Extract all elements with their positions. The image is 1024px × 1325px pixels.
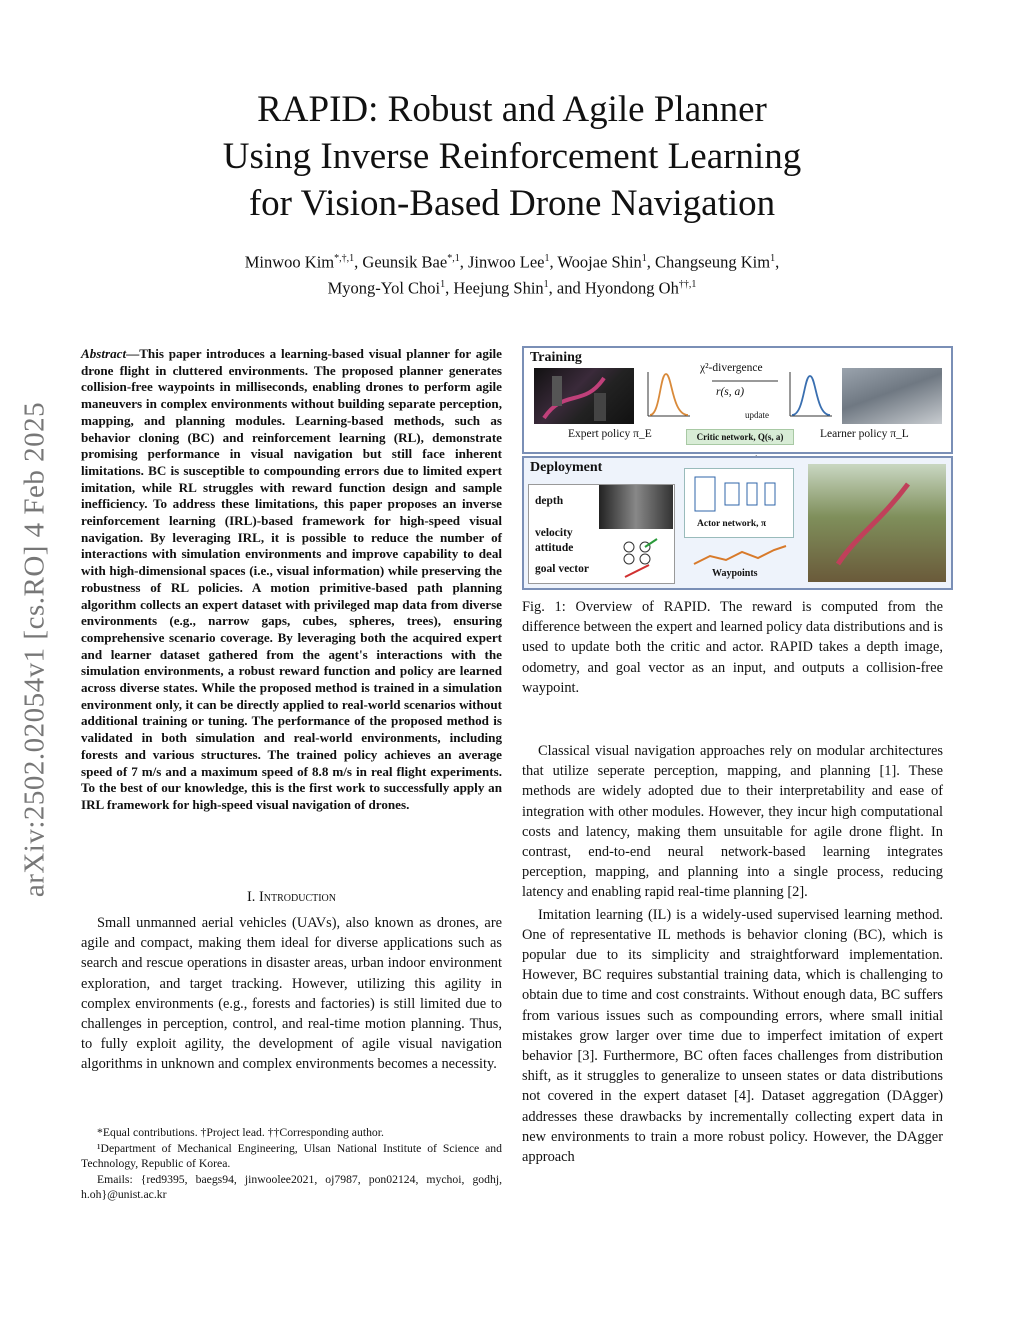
- author: Woojae Shin: [557, 252, 642, 272]
- depth-label: depth: [535, 495, 564, 507]
- title-line: RAPID: Robust and Agile Planner: [257, 89, 767, 130]
- right-column-text: [522, 741, 943, 1167]
- author: Geunsik Bae: [362, 252, 448, 272]
- divergence-label: χ²-divergence: [700, 362, 763, 374]
- waypoints-label: Waypoints: [712, 568, 758, 579]
- attitude-label: attitude: [535, 542, 574, 554]
- real-flight-photo: [808, 464, 946, 582]
- simulation-image: [534, 368, 634, 424]
- reward-label: r(s, a): [716, 386, 745, 398]
- double-arrow-icon: [710, 378, 780, 384]
- waypoints-graphic: [690, 544, 790, 568]
- footnotes: [81, 1125, 502, 1203]
- footnote: *Equal contributions. †Project lead. ††Corresponding author.: [97, 1126, 384, 1139]
- footnote: ¹Department of Mechanical Engineering, Ulsan National Institute of Science and Technology, Republic of Korea.: [81, 1141, 502, 1170]
- input-box: [528, 484, 675, 584]
- figure-caption: Fig. 1: Overview of RAPID. The reward is computed from the difference between the expert and learned policy data distributions and is used to update both the critic and actor. RAPID takes a depth image, odometry, and goal vector as an input, and outputs a collision-free waypoint.: [522, 599, 943, 696]
- deployment-panel: [522, 456, 953, 590]
- author: Hyondong Oh: [584, 278, 679, 297]
- author: Myong-Yol Choi: [327, 278, 441, 297]
- learner-policy-label: Learner policy π_L: [820, 428, 909, 440]
- training-label: Training: [530, 350, 582, 365]
- abstract-text: —This paper introduces a learning-based visual planner for agile drone flight in cluttered environments. The proposed planner generates collision-free waypoints in milliseconds, enabling drones to perform agile maneuvers in complex environments without building separate perception, mapping, and planning modules. Learning-based methods, such as behavior cloning (BC) and reinforcement learning (RL), demonstrate promising performance in visual navigation but still face inherent limitations. BC is susceptible to compounding errors due to limited expert imitation, while RL struggles with reward function design and sample inefficiency. To address these limitations, this paper proposes an inverse reinforcement learning (IRL)-based framework for high-speed visual navigation. By leveraging IRL, it is possible to reduce the number of interactions with simulation environments and improve capability to deal with high-dimensional spaces (i.e., visual information) while preserving the robustness of RL policies. A motion primitive-based path planning algorithm collects an expert dataset with privileged map data from diverse environments (e.g., narrow gaps, cubes, spheres, trees), ensuring comprehensive scenario coverage. By leveraging both the acquired expert and learner dataset gathered from the agent's interactions with the simulation environments, a robust reward function and policy are learned across diverse states. While the proposed method is trained in a simulation environment only, it can be directly applied to real-world scenarios without additional training or tuning. The performance of the proposed method is validated in both simulation and real-world environments, including forests and various structures. The trained policy achieves an average speed of 7 m/s and a maximum speed of 8.8 m/s in real flight experiments. To the best of our knowledge, this is the first work to successfully apply an IRL framework for high-speed visual navigation of drones.: [81, 346, 502, 812]
- expert-policy-label: Expert policy π_E: [568, 428, 652, 440]
- paragraph: Imitation learning (IL) is a widely-used supervised learning method. One of representative IL methods is behavior cloning (BC), which is popular due to its simplicity and straightforward implementation. However, BC requires substantial training data, which is challenging to obtain due to time and cost constraints. Without enough data, BC suffers from various issues such as compounding errors, where small initial mistakes grow larger over time due to imperfect imitation of expert behavior [3]. Furthermore, BC often faces challenges from distribution shift, as it struggles to generalize to unseen states or data distributions not covered in the expert dataset [4]. Dataset aggregation (DAgger) addresses these drawbacks by incrementally collecting expert data in new environments to train a more robust policy. However, the DAgger approach: [522, 906, 943, 1166]
- update-label: update: [745, 410, 769, 420]
- overview-figure: [522, 346, 953, 590]
- paragraph: Classical visual navigation approaches rely on modular architectures that utilize seperate perception, mapping, and planning [1]. These methods are widely adopted due to their interpretability and ease of integration with other modules. However, they incur high computational costs and latency, making them unsuitable for agile drone flight. In contrast, end-to-end neural network-based learning integrates perception, mapping, and planning into a single process, reducing latency and enabling rapid real-time planning [2].: [522, 743, 943, 901]
- paper-title: [120, 86, 904, 227]
- title-line: Using Inverse Reinforcement Learning: [222, 136, 802, 177]
- expert-distribution-curve: [644, 370, 692, 420]
- drone-icon: [615, 533, 671, 579]
- footnote: Emails: {red9395, baegs94, jinwoolee2021, oj7987, pon02124, mychoi, godhj, h.oh}@unist.ac.kr: [81, 1172, 502, 1201]
- trajectory-graphic: [534, 368, 634, 424]
- deployment-label: Deployment: [530, 460, 603, 475]
- goal-vector-label: goal vector: [535, 563, 589, 575]
- author: Heejung Shin: [453, 278, 544, 297]
- velocity-label: velocity: [535, 527, 573, 539]
- abstract: [81, 346, 502, 814]
- depth-image: [599, 485, 673, 529]
- arxiv-identifier: arXiv:2502.02054v1 [cs.RO] 4 Feb 2025: [18, 401, 51, 898]
- author: Minwoo Kim: [244, 252, 335, 272]
- abstract-label: Abstract: [81, 346, 127, 361]
- section-heading: I. Introduction: [246, 889, 336, 905]
- author: Jinwoo Lee: [467, 252, 545, 272]
- author-list: Minwoo Kim$^{*,\dagger,1}$, Geunsik Bae$^{*,1}$, Jinwoo Lee$^1$, Woojae Shin$^1$, Changseung Kim$^1$, Myong-Yol Choi$^1$, Heejung Shin$^1$, and Hyondong $Oh^{\dagger\dagger,1}$: [244, 252, 780, 297]
- title-line: for Vision-Based Drone Navigation: [248, 183, 776, 224]
- network-diagram: [685, 469, 793, 519]
- flight-trajectory-graphic: [808, 464, 946, 582]
- actor-network-label: Actor network, π: [697, 519, 767, 529]
- learner-sim-image: [842, 368, 942, 424]
- training-panel: [522, 346, 953, 454]
- actor-network-box: [684, 468, 794, 538]
- learner-distribution-curve: [786, 370, 834, 420]
- intro-paragraph: Small unmanned aerial vehicles (UAVs), also known as drones, are agile and compact, making them ideal for diverse applications such as search and rescue operations in disaster areas, urban indoor environment exploration, and target tracking. However, utilizing this agility in complex environments (e.g., forests and factories) is still limited due to challenges in perception, control, and real-time motion planning. Thus, to fully exploit agility, the development of agile visual navigation algorithms in unknown and complex environments becomes a necessity.: [81, 915, 502, 1073]
- critic-network-box: Critic network, Q(s, a): [686, 429, 794, 445]
- author: Changseung Kim: [655, 252, 771, 272]
